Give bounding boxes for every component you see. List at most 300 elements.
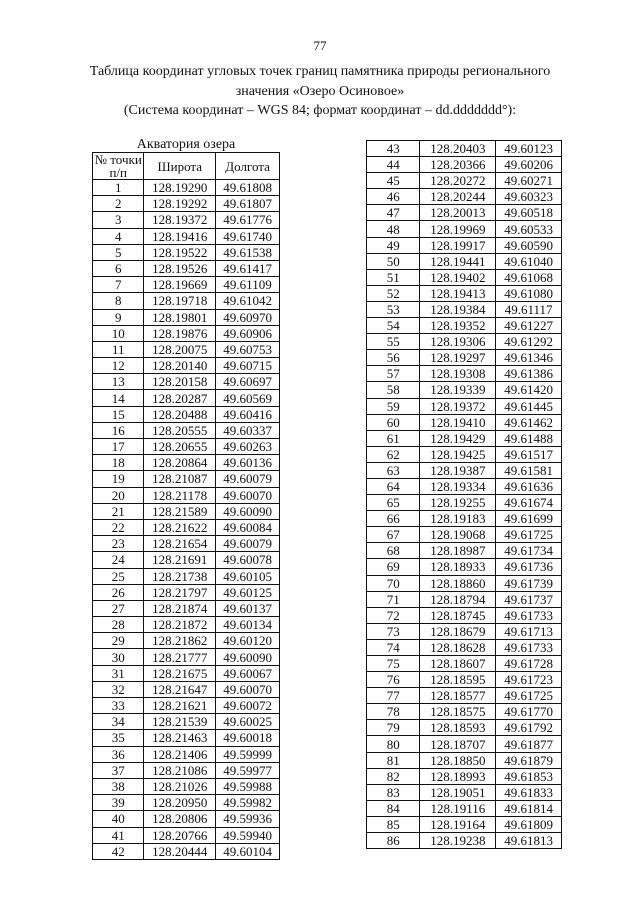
latitude-cell: 128.20403	[420, 141, 496, 157]
latitude-cell: 128.20075	[144, 341, 216, 357]
point-number-cell: 52	[367, 285, 420, 301]
latitude-cell: 128.18987	[420, 543, 496, 559]
longitude-cell: 49.60072	[216, 698, 280, 714]
latitude-cell: 128.18860	[420, 575, 496, 591]
table-row	[93, 244, 280, 260]
longitude-cell: 49.61538	[216, 244, 280, 260]
point-number-cell: 62	[367, 446, 420, 462]
table-row	[93, 698, 280, 714]
point-number-cell: 75	[367, 656, 420, 672]
point-number-cell: 36	[93, 746, 144, 762]
longitude-cell: 49.60018	[216, 730, 280, 746]
longitude-cell: 49.61813	[496, 833, 562, 849]
longitude-cell: 49.61725	[496, 688, 562, 704]
point-number-cell: 50	[367, 253, 420, 269]
point-number-cell: 70	[367, 575, 420, 591]
latitude-cell: 128.19425	[420, 446, 496, 462]
point-number-cell: 41	[93, 827, 144, 843]
longitude-cell: 49.61739	[496, 575, 562, 591]
table-row	[93, 617, 280, 633]
point-number-cell: 39	[93, 795, 144, 811]
point-number-cell: 45	[367, 173, 420, 189]
latitude-cell: 128.21589	[144, 503, 216, 519]
point-number-cell: 22	[93, 519, 144, 535]
table-row	[367, 511, 562, 527]
latitude-cell: 128.21738	[144, 568, 216, 584]
latitude-cell: 128.19876	[144, 325, 216, 341]
table-row	[367, 575, 562, 591]
point-number-cell: 71	[367, 591, 420, 607]
table-row	[367, 559, 562, 575]
latitude-cell: 128.21539	[144, 714, 216, 730]
latitude-cell: 128.18628	[420, 639, 496, 655]
latitude-cell: 128.20013	[420, 205, 496, 221]
point-number-cell: 31	[93, 665, 144, 681]
point-number-cell: 43	[367, 141, 420, 157]
longitude-cell: 49.60125	[216, 584, 280, 600]
table-row	[93, 455, 280, 471]
header-latitude: Широта	[144, 153, 216, 180]
latitude-cell: 128.19164	[420, 816, 496, 832]
latitude-cell: 128.19402	[420, 269, 496, 285]
longitude-cell: 49.60533	[496, 221, 562, 237]
point-number-cell: 84	[367, 800, 420, 816]
longitude-cell: 49.61581	[496, 462, 562, 478]
latitude-cell: 128.21874	[144, 600, 216, 616]
longitude-cell: 49.60271	[496, 173, 562, 189]
longitude-cell: 49.61737	[496, 591, 562, 607]
point-number-cell: 73	[367, 623, 420, 639]
title-line-2: значения «Озеро Осиновое»	[235, 84, 405, 99]
point-number-cell: 59	[367, 398, 420, 414]
longitude-cell: 49.60416	[216, 406, 280, 422]
point-number-cell: 18	[93, 455, 144, 471]
longitude-cell: 49.60134	[216, 617, 280, 633]
latitude-cell: 128.21862	[144, 633, 216, 649]
point-number-cell: 83	[367, 784, 420, 800]
table-row	[93, 795, 280, 811]
longitude-cell: 49.61068	[496, 269, 562, 285]
longitude-cell: 49.60025	[216, 714, 280, 730]
longitude-cell: 49.61109	[216, 277, 280, 293]
longitude-cell: 49.61853	[496, 768, 562, 784]
latitude-cell: 128.19292	[144, 196, 216, 212]
latitude-cell: 128.21087	[144, 471, 216, 487]
table-row	[367, 672, 562, 688]
point-number-cell: 2	[93, 196, 144, 212]
table-row	[367, 607, 562, 623]
latitude-cell: 128.19917	[420, 237, 496, 253]
longitude-cell: 49.61117	[496, 301, 562, 317]
latitude-cell: 128.21406	[144, 746, 216, 762]
longitude-cell: 49.61728	[496, 656, 562, 672]
longitude-cell: 49.60323	[496, 189, 562, 205]
table-row	[93, 358, 280, 374]
point-number-cell: 28	[93, 617, 144, 633]
table-row	[93, 746, 280, 762]
latitude-cell: 128.20864	[144, 455, 216, 471]
longitude-cell: 49.61445	[496, 398, 562, 414]
longitude-cell: 49.61792	[496, 720, 562, 736]
latitude-cell: 128.19441	[420, 253, 496, 269]
longitude-cell: 49.60084	[216, 519, 280, 535]
latitude-cell: 128.19308	[420, 366, 496, 382]
longitude-cell: 49.60590	[496, 237, 562, 253]
point-number-cell: 47	[367, 205, 420, 221]
table-row	[367, 752, 562, 768]
point-number-cell: 15	[93, 406, 144, 422]
point-number-cell: 37	[93, 762, 144, 778]
latitude-cell: 128.18577	[420, 688, 496, 704]
longitude-cell: 49.61809	[496, 816, 562, 832]
table-row	[93, 649, 280, 665]
table-row	[367, 318, 562, 334]
latitude-cell: 128.20287	[144, 390, 216, 406]
point-number-cell: 74	[367, 639, 420, 655]
table-row	[93, 422, 280, 438]
table-row	[93, 180, 280, 196]
table-row	[367, 478, 562, 494]
longitude-cell: 49.61734	[496, 543, 562, 559]
point-number-cell: 58	[367, 382, 420, 398]
latitude-cell: 128.18745	[420, 607, 496, 623]
longitude-cell: 49.61462	[496, 414, 562, 430]
table-row	[367, 414, 562, 430]
longitude-cell: 49.61814	[496, 800, 562, 816]
latitude-cell: 128.19718	[144, 293, 216, 309]
longitude-cell: 49.61346	[496, 350, 562, 366]
point-number-cell: 3	[93, 212, 144, 228]
longitude-cell: 49.61636	[496, 478, 562, 494]
point-number-cell: 57	[367, 366, 420, 382]
latitude-cell: 128.20655	[144, 439, 216, 455]
table-row	[93, 487, 280, 503]
table-row	[367, 269, 562, 285]
longitude-cell: 49.60715	[216, 358, 280, 374]
table-row	[367, 141, 562, 157]
point-number-cell: 6	[93, 260, 144, 276]
latitude-cell: 128.19522	[144, 244, 216, 260]
latitude-cell: 128.19387	[420, 462, 496, 478]
latitude-cell: 128.18607	[420, 656, 496, 672]
page-number: 77	[313, 38, 327, 53]
table-row	[93, 762, 280, 778]
latitude-cell: 128.21691	[144, 552, 216, 568]
table-row	[93, 277, 280, 293]
longitude-cell: 49.61807	[216, 196, 280, 212]
latitude-cell: 128.20158	[144, 374, 216, 390]
table-row	[93, 778, 280, 794]
point-number-cell: 7	[93, 277, 144, 293]
point-number-cell: 26	[93, 584, 144, 600]
latitude-cell: 128.18993	[420, 768, 496, 784]
table-row	[93, 439, 280, 455]
point-number-cell: 21	[93, 503, 144, 519]
point-number-cell: 35	[93, 730, 144, 746]
table-row	[367, 768, 562, 784]
latitude-cell: 128.19334	[420, 478, 496, 494]
latitude-cell: 128.19116	[420, 800, 496, 816]
longitude-cell: 49.60105	[216, 568, 280, 584]
table-row	[93, 568, 280, 584]
latitude-cell: 128.18575	[420, 704, 496, 720]
longitude-cell: 49.61488	[496, 430, 562, 446]
table-row	[367, 800, 562, 816]
latitude-cell: 128.19068	[420, 527, 496, 543]
point-number-cell: 60	[367, 414, 420, 430]
point-number-cell: 66	[367, 511, 420, 527]
longitude-cell: 49.60337	[216, 422, 280, 438]
point-number-cell: 80	[367, 736, 420, 752]
longitude-cell: 49.60070	[216, 681, 280, 697]
point-number-cell: 51	[367, 269, 420, 285]
table-row	[93, 633, 280, 649]
latitude-cell: 128.19352	[420, 318, 496, 334]
point-number-cell: 68	[367, 543, 420, 559]
table-row	[93, 228, 280, 244]
table-row	[367, 237, 562, 253]
latitude-cell: 128.20366	[420, 157, 496, 173]
point-number-cell: 67	[367, 527, 420, 543]
latitude-cell: 128.18794	[420, 591, 496, 607]
latitude-cell: 128.18595	[420, 672, 496, 688]
latitude-cell: 128.21777	[144, 649, 216, 665]
longitude-cell: 49.60518	[496, 205, 562, 221]
point-number-cell: 86	[367, 833, 420, 849]
table-row	[367, 833, 562, 849]
table-row	[367, 591, 562, 607]
latitude-cell: 128.21621	[144, 698, 216, 714]
longitude-cell: 49.61770	[496, 704, 562, 720]
point-number-cell: 76	[367, 672, 420, 688]
table-caption: Акватория озера	[136, 137, 236, 152]
table-row	[93, 471, 280, 487]
table-row	[367, 527, 562, 543]
table-row	[93, 503, 280, 519]
point-number-cell: 27	[93, 600, 144, 616]
latitude-cell: 128.20444	[144, 843, 216, 859]
longitude-cell: 49.60697	[216, 374, 280, 390]
point-number-cell: 24	[93, 552, 144, 568]
table-row	[367, 736, 562, 752]
point-number-cell: 61	[367, 430, 420, 446]
point-number-cell: 38	[93, 778, 144, 794]
longitude-cell: 49.61517	[496, 446, 562, 462]
longitude-cell: 49.61808	[216, 180, 280, 196]
longitude-cell: 49.61833	[496, 784, 562, 800]
longitude-cell: 49.59936	[216, 811, 280, 827]
table-row	[367, 495, 562, 511]
point-number-cell: 72	[367, 607, 420, 623]
table-header-row	[93, 153, 280, 180]
table-row	[93, 714, 280, 730]
point-number-cell: 12	[93, 358, 144, 374]
table-row	[367, 688, 562, 704]
latitude-cell: 128.21654	[144, 536, 216, 552]
table-row	[93, 390, 280, 406]
table-row	[367, 462, 562, 478]
table-row	[93, 843, 280, 859]
point-number-cell: 14	[93, 390, 144, 406]
table-row	[93, 519, 280, 535]
longitude-cell: 49.61386	[496, 366, 562, 382]
point-number-cell: 82	[367, 768, 420, 784]
point-number-cell: 1	[93, 180, 144, 196]
longitude-cell: 49.61292	[496, 334, 562, 350]
point-number-cell: 40	[93, 811, 144, 827]
longitude-cell: 49.61080	[496, 285, 562, 301]
latitude-cell: 128.19669	[144, 277, 216, 293]
latitude-cell: 128.19429	[420, 430, 496, 446]
table-row	[93, 665, 280, 681]
longitude-cell: 49.61877	[496, 736, 562, 752]
table-row	[93, 196, 280, 212]
point-number-cell: 85	[367, 816, 420, 832]
table-row	[93, 681, 280, 697]
longitude-cell: 49.60090	[216, 503, 280, 519]
table-row	[93, 600, 280, 616]
longitude-cell: 49.61725	[496, 527, 562, 543]
longitude-cell: 49.60104	[216, 843, 280, 859]
longitude-cell: 49.60753	[216, 341, 280, 357]
longitude-cell: 49.59977	[216, 762, 280, 778]
latitude-cell: 128.20272	[420, 173, 496, 189]
point-number-cell: 81	[367, 752, 420, 768]
latitude-cell: 128.20806	[144, 811, 216, 827]
table-row	[367, 205, 562, 221]
longitude-cell: 49.61776	[216, 212, 280, 228]
latitude-cell: 128.19969	[420, 221, 496, 237]
table-row	[367, 189, 562, 205]
longitude-cell: 49.60137	[216, 600, 280, 616]
longitude-cell: 49.61740	[216, 228, 280, 244]
latitude-cell: 128.21463	[144, 730, 216, 746]
longitude-cell: 49.60120	[216, 633, 280, 649]
table-row	[93, 584, 280, 600]
latitude-cell: 128.19051	[420, 784, 496, 800]
point-number-cell: 29	[93, 633, 144, 649]
point-number-cell: 32	[93, 681, 144, 697]
point-number-cell: 49	[367, 237, 420, 253]
table-row	[367, 366, 562, 382]
point-number-cell: 25	[93, 568, 144, 584]
latitude-cell: 128.21622	[144, 519, 216, 535]
point-number-cell: 19	[93, 471, 144, 487]
point-number-cell: 65	[367, 495, 420, 511]
longitude-cell: 49.60136	[216, 455, 280, 471]
table-row	[367, 221, 562, 237]
longitude-cell: 49.61733	[496, 607, 562, 623]
latitude-cell: 128.21872	[144, 617, 216, 633]
longitude-cell: 49.59999	[216, 746, 280, 762]
latitude-cell: 128.18707	[420, 736, 496, 752]
point-number-cell: 46	[367, 189, 420, 205]
title-line-1: Таблица координат угловых точек границ памятника природы регионального	[89, 64, 551, 79]
point-number-cell: 8	[93, 293, 144, 309]
latitude-cell: 128.19255	[420, 495, 496, 511]
longitude-cell: 49.61227	[496, 318, 562, 334]
longitude-cell: 49.60206	[496, 157, 562, 173]
table-row	[93, 730, 280, 746]
point-number-cell: 11	[93, 341, 144, 357]
header-longitude: Долгота	[216, 153, 280, 180]
longitude-cell: 49.61420	[496, 382, 562, 398]
longitude-cell: 49.60078	[216, 552, 280, 568]
latitude-cell: 128.20950	[144, 795, 216, 811]
latitude-cell: 128.19297	[420, 350, 496, 366]
latitude-cell: 128.19410	[420, 414, 496, 430]
latitude-cell: 128.21026	[144, 778, 216, 794]
longitude-cell: 49.61040	[496, 253, 562, 269]
latitude-cell: 128.18933	[420, 559, 496, 575]
table-row	[367, 382, 562, 398]
table-row	[367, 623, 562, 639]
longitude-cell: 49.61723	[496, 672, 562, 688]
latitude-cell: 128.18679	[420, 623, 496, 639]
longitude-cell: 49.60569	[216, 390, 280, 406]
table-row	[367, 639, 562, 655]
latitude-cell: 128.21797	[144, 584, 216, 600]
latitude-cell: 128.19526	[144, 260, 216, 276]
table-row	[367, 157, 562, 173]
point-number-cell: 10	[93, 325, 144, 341]
longitude-cell: 49.60090	[216, 649, 280, 665]
latitude-cell: 128.20140	[144, 358, 216, 374]
table-row	[367, 253, 562, 269]
table-row	[367, 704, 562, 720]
point-number-cell: 16	[93, 422, 144, 438]
longitude-cell: 49.60970	[216, 309, 280, 325]
table-row	[93, 260, 280, 276]
table-row	[93, 341, 280, 357]
point-number-cell: 54	[367, 318, 420, 334]
point-number-cell: 63	[367, 462, 420, 478]
table-row	[93, 827, 280, 843]
table-row	[367, 350, 562, 366]
point-number-cell: 20	[93, 487, 144, 503]
table-row	[367, 398, 562, 414]
point-number-cell: 55	[367, 334, 420, 350]
point-number-cell: 44	[367, 157, 420, 173]
latitude-cell: 128.19339	[420, 382, 496, 398]
longitude-cell: 49.59940	[216, 827, 280, 843]
table-row	[93, 293, 280, 309]
point-number-cell: 34	[93, 714, 144, 730]
longitude-cell: 49.61713	[496, 623, 562, 639]
latitude-cell: 128.20766	[144, 827, 216, 843]
latitude-cell: 128.19183	[420, 511, 496, 527]
point-number-cell: 78	[367, 704, 420, 720]
point-number-cell: 9	[93, 309, 144, 325]
table-row	[367, 430, 562, 446]
latitude-cell: 128.19372	[144, 212, 216, 228]
latitude-cell: 128.20244	[420, 189, 496, 205]
table-row	[367, 285, 562, 301]
table-row	[93, 212, 280, 228]
table-row	[367, 173, 562, 189]
latitude-cell: 128.21086	[144, 762, 216, 778]
table-row	[367, 720, 562, 736]
latitude-cell: 128.18593	[420, 720, 496, 736]
point-number-cell: 56	[367, 350, 420, 366]
longitude-cell: 49.60079	[216, 536, 280, 552]
longitude-cell: 49.61042	[216, 293, 280, 309]
table-row	[93, 374, 280, 390]
point-number-cell: 77	[367, 688, 420, 704]
point-number-cell: 17	[93, 439, 144, 455]
table-row	[367, 446, 562, 462]
latitude-cell: 128.19290	[144, 180, 216, 196]
